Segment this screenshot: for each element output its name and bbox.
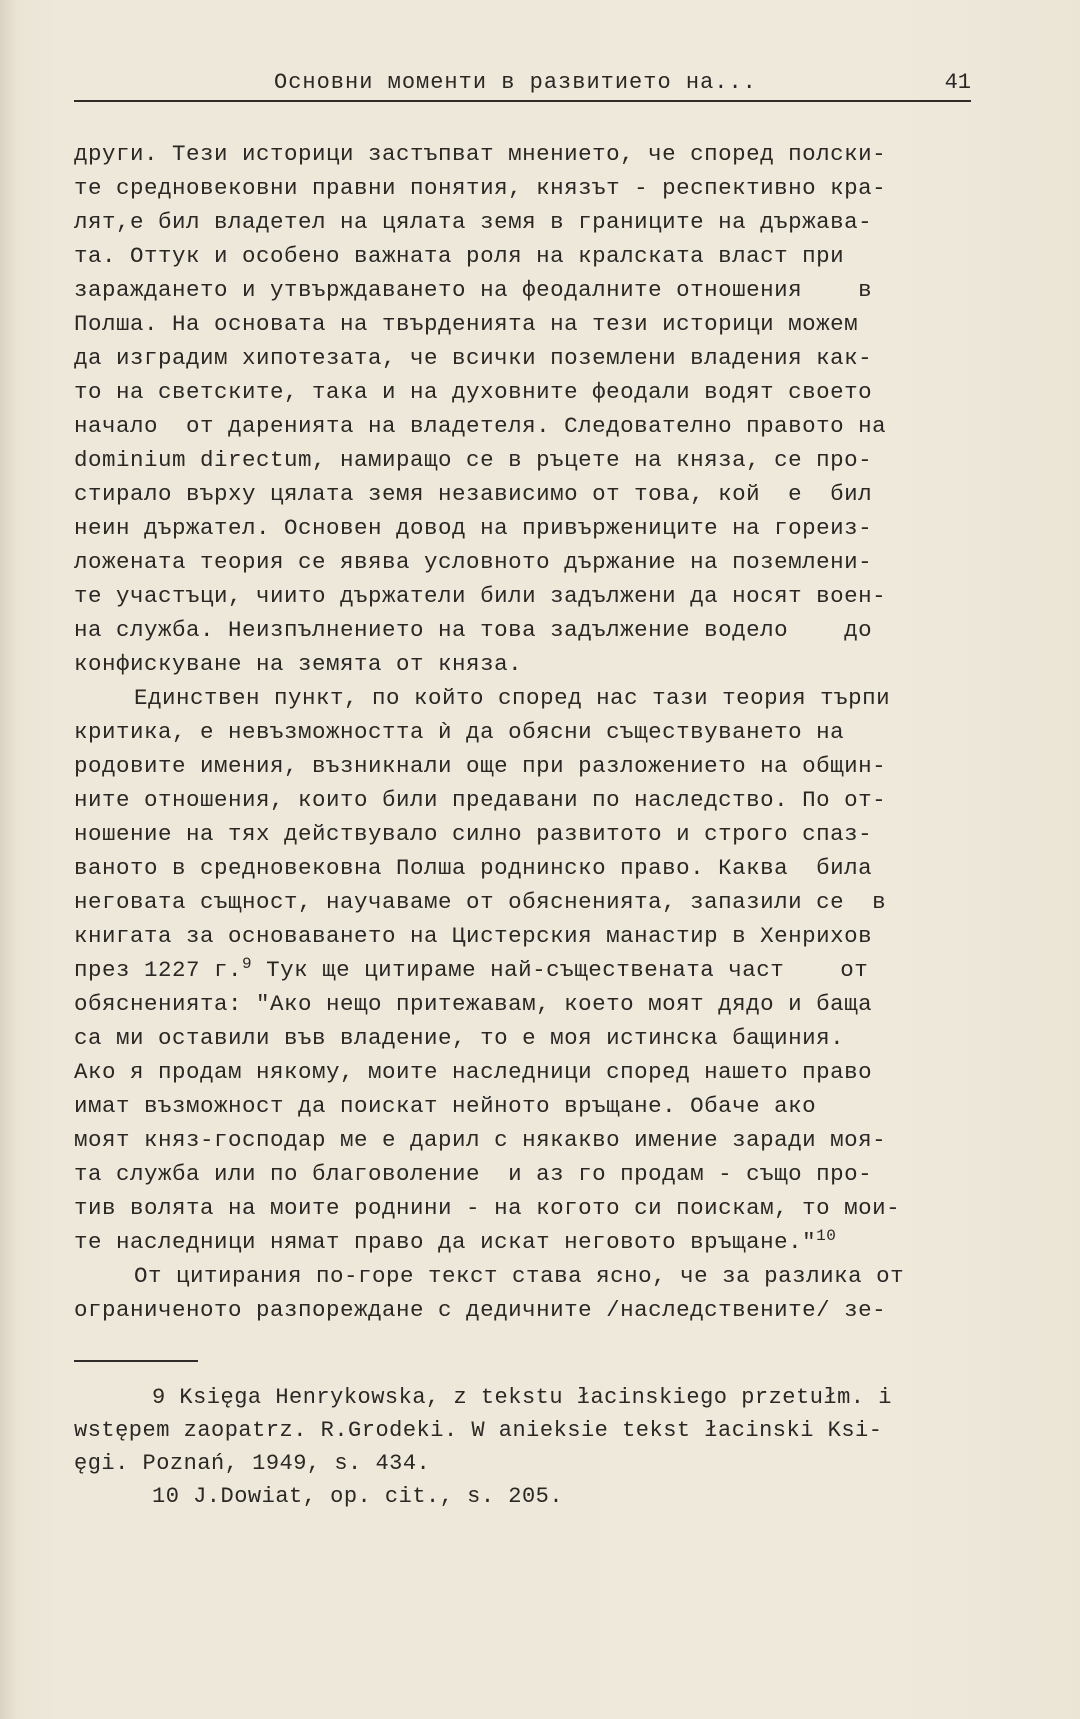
body-line: да изградим хипотезата, че всички поземлени владения как- (74, 345, 873, 371)
body-line: са ми оставили във владение, то е моя истинска бащиния. (74, 1025, 845, 1051)
body-line: те средновековни правни понятия, князът - респективно кра- (74, 175, 887, 201)
footnote-ref-10: 10 (816, 1227, 837, 1245)
body-line: обясненията: "Ако нещо притежавам, което моят дядо и баща (74, 991, 873, 1017)
footnote-divider (74, 1360, 198, 1362)
body-line: неин държател. Основен довод на привържениците на гореиз- (74, 515, 873, 541)
page-number: 41 (944, 70, 971, 95)
line-text: те наследници нямат право да искат неговото връщане." (74, 1229, 817, 1255)
body-line: те участъци, чиито държатели били задължени да носят воен- (74, 583, 887, 609)
footnote-9-cont: wstępem zaopatrz. R.Grodeki. W anieksie tekst łacinski Ksi- (74, 1418, 883, 1443)
body-line: зараждането и утвърждаването на феодалните отношения в (74, 277, 873, 303)
body-line: начало от даренията на владетеля. Следователно правото на (74, 413, 887, 439)
body-line-with-footnote (74, 1225, 984, 1259)
footnote-9-cont: ęgi. Poznań, 1949, s. 434. (74, 1451, 431, 1476)
line-text: Тук ще цитираме най-съществената част от (252, 957, 869, 983)
body-line: dominium directum, намиращо се в ръцете на княза, се про- (74, 447, 873, 473)
body-line: неговата същност, научаваме от обясненията, запазили се в (74, 889, 887, 915)
body-line: та служба или по благоволение и аз го продам - също про- (74, 1161, 873, 1187)
body-line-with-footnote (74, 953, 984, 987)
page-header (74, 66, 971, 102)
body-line: критика, е невъзможността ѝ да обясни съществуването на (74, 719, 845, 745)
body-line: ношение на тях действувало силно развитото и строго спаз- (74, 821, 873, 847)
footnotes (74, 1381, 984, 1513)
body-line: Ако я продам някому, моите наследници според нашето право (74, 1059, 873, 1085)
line-text: през 1227 г. (74, 957, 243, 983)
body-line: други. Тези историци застъпват мнението, че според полски- (74, 141, 887, 167)
body-line: Полша. На основата на твърденията на тези историци можем (74, 311, 859, 337)
body-line: ните отношения, които били предавани по наследство. По от- (74, 787, 887, 813)
body-line: От цитирания по-горе текст става ясно, че за разлика от (134, 1263, 905, 1289)
body-line: то на светските, така и на духовните феодали водят своето (74, 379, 873, 405)
body-line: тив волята на моите роднини - на когото си поискам, то мои- (74, 1195, 901, 1221)
body-line: на служба. Неизпълнението на това задължение водело до (74, 617, 873, 643)
body-line: книгата за основаването на Цистерския манастир в Хенрихов (74, 923, 873, 949)
body-line: конфискуване на земята от княза. (74, 651, 523, 677)
body-line: ваното в средновековна Полша роднинско право. Каква била (74, 855, 873, 881)
body-line: родовите имения, възникнали още при разложението на общин- (74, 753, 887, 779)
body-line: лят,е бил владетел на цялата земя в границите на държава- (74, 209, 873, 235)
footnote-10: 10 J.Dowiat, op. cit., s. 205. (152, 1484, 564, 1509)
body-line: та. Оттук и особено важната роля на кралската власт при (74, 243, 845, 269)
running-title: Основни моменти в развитието на... (274, 70, 757, 95)
body-line: моят княз-господар ме е дарил с някакво имение заради моя- (74, 1127, 887, 1153)
body-text (74, 137, 984, 1327)
body-line: стирало върху цялата земя независимо от това, кой е бил (74, 481, 873, 507)
body-line: ложената теория се явява условното държание на поземлени- (74, 549, 873, 575)
footnote-9: 9 Księga Henrykowska, z tekstu łacinskiego przetułm. i (152, 1385, 892, 1410)
body-line: имат възможност да поискат нейното връщане. Обаче ако (74, 1093, 817, 1119)
footnote-ref-9: 9 (242, 955, 253, 973)
body-line: Единствен пункт, по който според нас тази теория търпи (134, 685, 891, 711)
body-line: ограниченото разпореждане с дедичните /наследствените/ зе- (74, 1297, 887, 1323)
